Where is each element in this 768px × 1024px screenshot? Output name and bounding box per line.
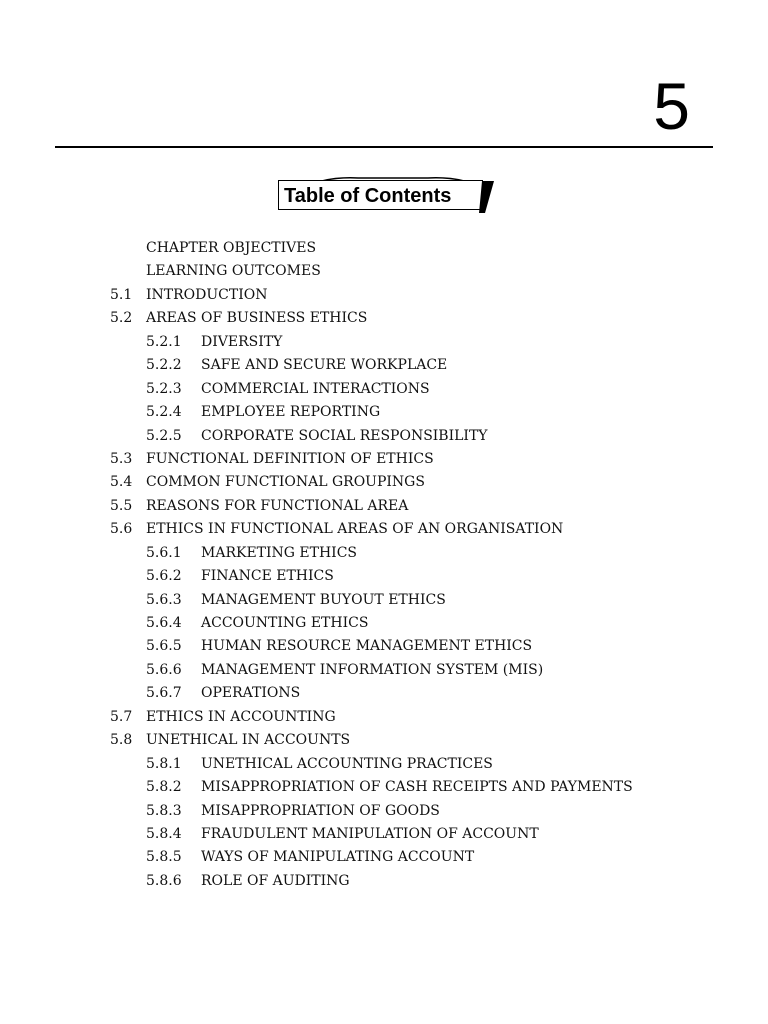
toc-heading-slant-decoration (479, 181, 494, 213)
toc-entry-title: DIVERSITY (201, 333, 283, 350)
toc-entry-title: ETHICS IN ACCOUNTING (146, 708, 336, 725)
toc-entry-title: MISAPPROPRIATION OF CASH RECEIPTS AND PAYMENTS (201, 779, 633, 796)
toc-entry-title: ACCOUNTING ETHICS (201, 615, 369, 631)
toc-entry (0, 331, 768, 354)
toc-entry-title: FINANCE ETHICS (201, 568, 334, 585)
toc-entry (0, 800, 768, 823)
toc-entry-number: 5.8.4 (146, 825, 182, 842)
toc-entry-number: 5.2.5 (146, 427, 182, 444)
toc-entry-number: 5.6.2 (146, 568, 182, 585)
toc-entry-number: 5.1 (110, 286, 133, 303)
toc-entry-title: EMPLOYEE REPORTING (201, 404, 381, 421)
toc-entry-number: 5.6.1 (146, 544, 182, 561)
toc-heading-text: Table of Contents (284, 185, 452, 207)
toc-entry-title: CHAPTER OBJECTIVES (146, 240, 317, 256)
toc-entry-number: 5.8.6 (146, 872, 182, 889)
toc-entry (0, 307, 768, 330)
toc-entry (0, 542, 768, 565)
toc-entry-number: 5.6.3 (146, 591, 182, 608)
toc-entry-title: MARKETING ETHICS (201, 544, 358, 561)
toc-entry-number: 5.7 (110, 708, 133, 725)
toc-entry-title: UNETHICAL IN ACCOUNTS (146, 732, 351, 749)
toc-entry-number: 5.4 (110, 474, 133, 491)
toc-entry-number: 5.6.7 (146, 685, 182, 702)
toc-entry (0, 425, 768, 448)
toc-entry-number: 5.2.2 (146, 357, 182, 374)
chapter-number: 5 (653, 69, 690, 143)
toc-entry (0, 260, 768, 283)
toc-entry-number: 5.2 (110, 310, 133, 327)
toc-entry-title: FUNCTIONAL DEFINITION OF ETHICS (146, 450, 434, 467)
toc-entry-title: AREAS OF BUSINESS ETHICS (146, 310, 368, 327)
toc-entry-title: UNETHICAL ACCOUNTING PRACTICES (201, 755, 493, 772)
toc-entry (0, 237, 768, 260)
toc-entry-number: 5.6.6 (146, 661, 182, 678)
toc-entry-title: FRAUDULENT MANIPULATION OF ACCOUNT (201, 825, 539, 842)
chapter-divider-rule (55, 146, 713, 148)
toc-entry-number: 5.6.4 (146, 615, 182, 631)
toc-entry (0, 471, 768, 494)
toc-entry (0, 776, 768, 799)
toc-entry (0, 753, 768, 776)
toc-entry-title: WAYS OF MANIPULATING ACCOUNT (201, 849, 475, 866)
toc-entry-title: CORPORATE SOCIAL RESPONSIBILITY (201, 427, 488, 444)
toc-entry-title: ROLE OF AUDITING (201, 872, 350, 889)
toc-entry (0, 518, 768, 541)
toc-entry (0, 706, 768, 729)
toc-entry (0, 870, 768, 893)
toc-entry (0, 823, 768, 846)
toc-entry-title: OPERATIONS (201, 685, 301, 702)
toc-entry-title: MISAPPROPRIATION OF GOODS (201, 802, 440, 819)
toc-entry (0, 682, 768, 705)
toc-entry (0, 589, 768, 612)
toc-entry (0, 846, 768, 869)
toc-list (0, 237, 768, 893)
toc-entry (0, 354, 768, 377)
toc-entry-title: INTRODUCTION (146, 286, 268, 303)
toc-entry (0, 565, 768, 588)
toc-entry (0, 612, 768, 635)
toc-entry-title: HUMAN RESOURCE MANAGEMENT ETHICS (201, 638, 533, 655)
toc-entry-title: ETHICS IN FUNCTIONAL AREAS OF AN ORGANISATION (146, 521, 564, 538)
toc-entry-number: 5.8.5 (146, 849, 182, 866)
toc-entry-number: 5.3 (110, 450, 133, 467)
toc-entry-title: MANAGEMENT INFORMATION SYSTEM (MIS) (201, 661, 544, 678)
toc-entry-title: MANAGEMENT BUYOUT ETHICS (201, 591, 446, 608)
toc-entry (0, 635, 768, 658)
toc-entry-number: 5.8.3 (146, 802, 182, 819)
toc-entry (0, 401, 768, 424)
toc-entry-number: 5.8.2 (146, 779, 182, 796)
toc-entry (0, 284, 768, 307)
toc-heading (278, 180, 494, 214)
toc-entry-number: 5.6.5 (146, 638, 182, 655)
toc-entry-number: 5.8 (110, 732, 133, 749)
toc-entry (0, 729, 768, 752)
toc-entry-title: SAFE AND SECURE WORKPLACE (201, 357, 448, 374)
toc-entry (0, 495, 768, 518)
toc-entry-title: COMMERCIAL INTERACTIONS (201, 380, 430, 397)
toc-entry-number: 5.2.1 (146, 333, 182, 350)
toc-entry-number: 5.2.4 (146, 404, 182, 421)
toc-entry-title: REASONS FOR FUNCTIONAL AREA (146, 497, 409, 514)
toc-entry-number: 5.6 (110, 521, 133, 538)
toc-entry-title: COMMON FUNCTIONAL GROUPINGS (146, 474, 425, 491)
toc-entry-number: 5.8.1 (146, 755, 182, 772)
toc-entry (0, 659, 768, 682)
toc-entry (0, 378, 768, 401)
toc-entry-number: 5.5 (110, 497, 133, 514)
toc-entry (0, 448, 768, 471)
toc-entry-title: LEARNING OUTCOMES (146, 263, 321, 280)
toc-entry-number: 5.2.3 (146, 380, 182, 397)
